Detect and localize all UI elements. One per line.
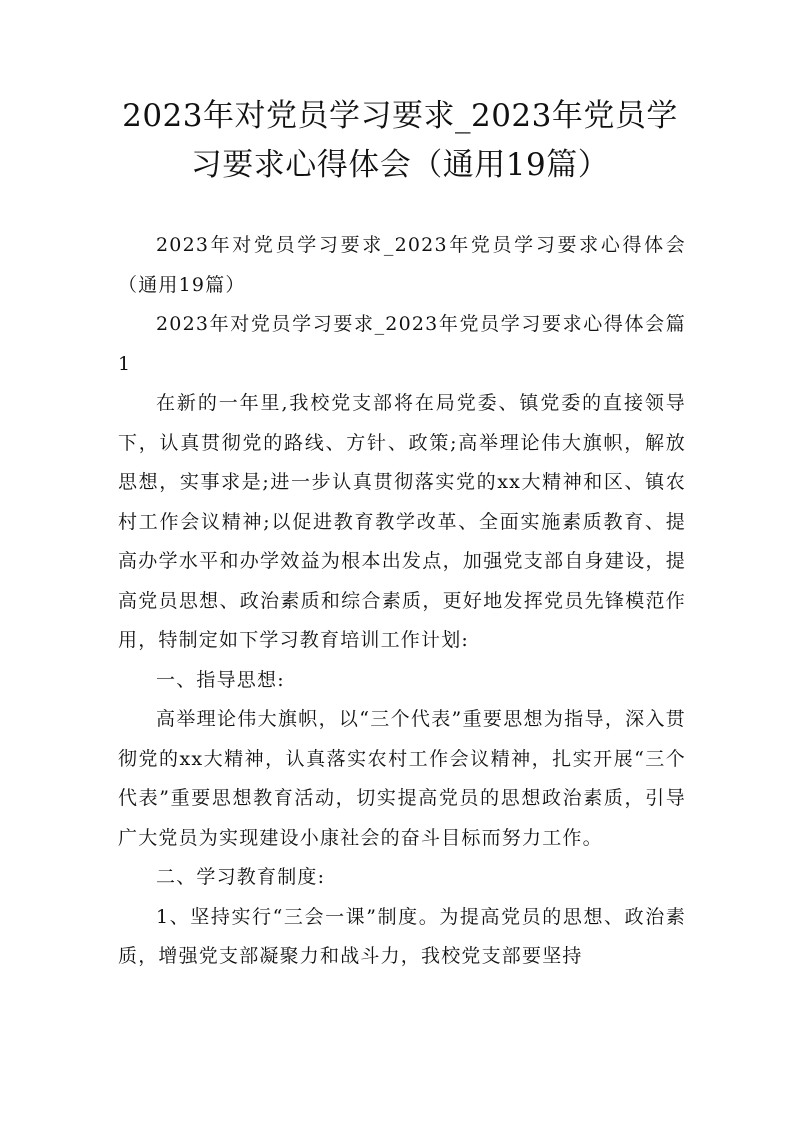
paragraph-three-meetings: 1、坚持实行“三会一课”制度。为提高党员的思想、政治素质，增强党支部凝聚力和战斗力，我校党支部要坚持 <box>118 905 686 967</box>
paragraph-guiding-thought: 高举理论伟大旗帜，以“三个代表”重要思想为指导，深入贯彻党的xx大精神，认真落实农村工作会议精神，扎实开展“三个代表”重要思想教育活动，切实提高党员的思想政治素质，引导广大党员为实现建设小康社会的奋斗目标而努力工作。 <box>118 708 686 849</box>
document-title: 2023年对党员学习要求_2023年党员学习要求心得体会（通用19篇） <box>122 98 678 183</box>
section-heading-guiding-thought: 一、指导思想: <box>156 668 285 691</box>
document-body <box>118 226 686 977</box>
section-heading-study-system: 二、学习教育制度: <box>156 866 326 888</box>
paragraph-article-heading: 2023年对党员学习要求_2023年党员学习要求心得体会篇1 <box>118 313 686 375</box>
paragraph-intro: 在新的一年里,我校党支部将在局党委、镇党委的直接领导下，认真贯彻党的路线、方针、政策;高举理论伟大旗帜，解放思想，实事求是;进一步认真贯彻落实党的xx大精神和区、镇农村工作会议精神;以促进教育教学改革、全面实施素质教育、提高办学水平和办学效益为根本出发点，加强党支部自身建设，提高党员思想、政治素质和综合素质，更好地发挥党员先锋模范作用，特制定如下学习教育培训工作计划: <box>118 392 686 651</box>
paragraph-full-title: 2023年对党员学习要求_2023年党员学习要求心得体会（通用19篇） <box>118 234 686 296</box>
